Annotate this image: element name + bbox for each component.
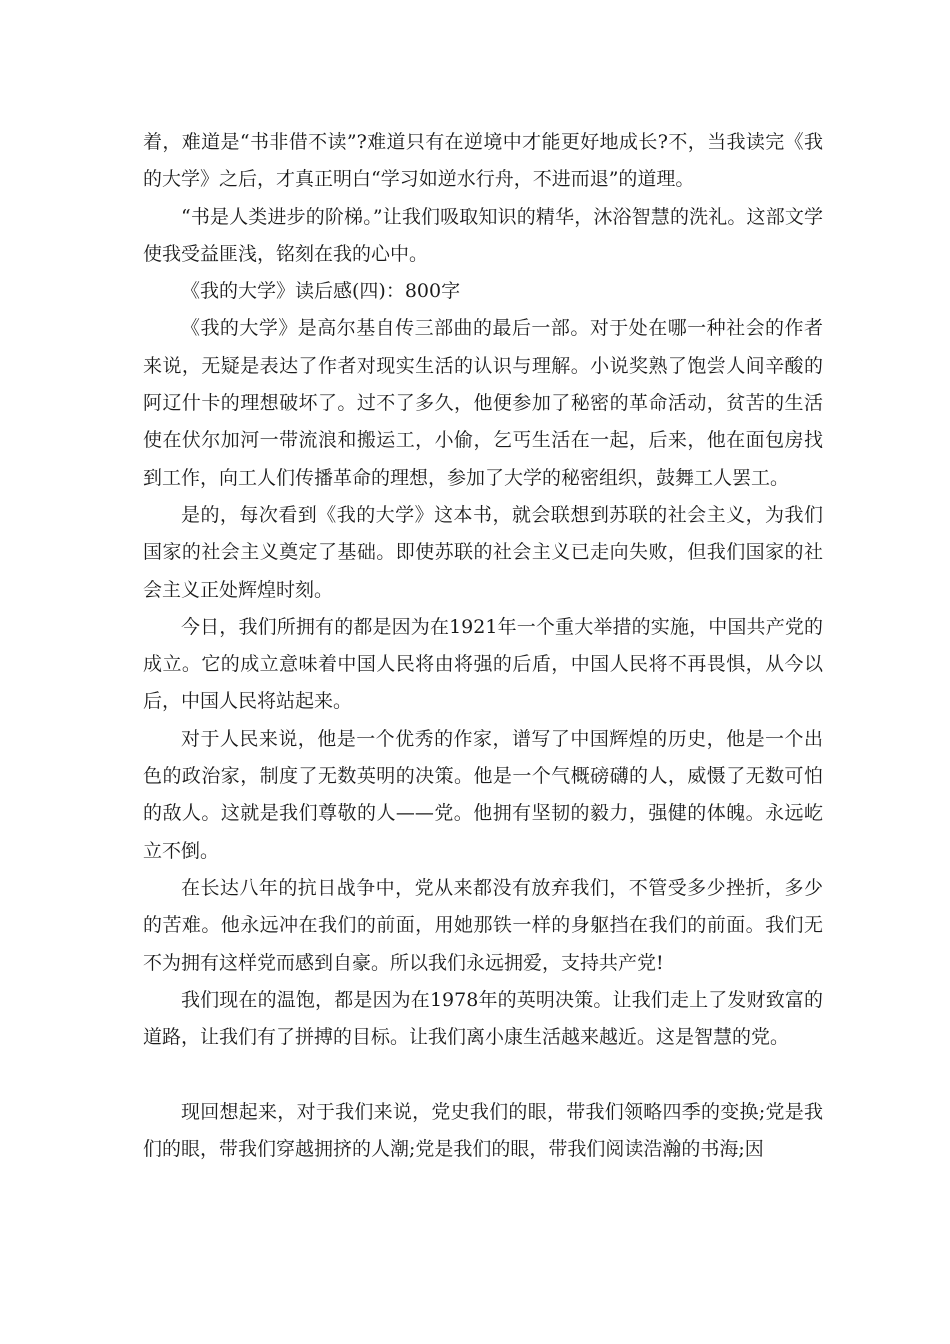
paragraph-8: 在长达八年的抗日战争中，党从来都没有放弃我们，不管受多少挫折，多少的苦难。他永远冲在我们的前面，用她那铁一样的身躯挡在我们的前面。我们无不为拥有这样党而感到自豪。所以我们永远拥爱，支持共产党! [143, 876, 823, 974]
document-body [143, 124, 823, 1168]
section-heading: 《我的大学》读后感(四)：800字 [181, 280, 461, 303]
paragraph-4: 《我的大学》是高尔基自传三部曲的最后一部。对于处在哪一种社会的作者来说，无疑是表达了作者对现实生活的认识与理解。小说奖熟了饱尝人间辛酸的阿辽什卡的理想破坏了。过不了多久，他便参加了秘密的革命活动，贫苦的生活使在伏尔加河一带流浪和搬运工，小偷，乞丐生活在一起，后来，他在面包房找到工作，向工人们传播革命的理想，参加了大学的秘密组织，鼓舞工人罢工。 [143, 317, 823, 489]
paragraph-1: 着，难道是“书非借不读”?难道只有在逆境中才能更好地成长?不，当我读完《我的大学》之后，才真正明白“学习如逆水行舟，不进而退”的道理。 [143, 131, 823, 191]
paragraph-9: 我们现在的温饱，都是因为在1978年的英明决策。让我们走上了发财致富的道路，让我们有了拼搏的目标。让我们离小康生活越来越近。这是智慧的党。 [143, 988, 823, 1049]
paragraph-7: 对于人民来说，他是一个优秀的作家，谱写了中国辉煌的历史，他是一个出色的政治家，制度了无数英明的决策。他是一个气概磅礴的人，威慑了无数可怕的敌人。这就是我们尊敬的人——党。他拥有坚韧的毅力，强健的体魄。永远屹立不倒。 [143, 727, 823, 862]
paragraph-5: 是的，每次看到《我的大学》这本书，就会联想到苏联的社会主义，为我们国家的社会主义奠定了基础。即使苏联的社会主义已走向失败，但我们国家的社会主义正处辉煌时刻。 [143, 503, 823, 601]
paragraph-10: 现回想起来，对于我们来说，党史我们的眼，带我们领略四季的变换;党是我们的眼，带我们穿越拥挤的人潮;党是我们的眼，带我们阅读浩瀚的书海;因 [143, 1100, 823, 1161]
paragraph-6: 今日，我们所拥有的都是因为在1921年一个重大举措的实施，中国共产党的成立。它的成立意味着中国人民将由将强的后盾，中国人民将不再畏惧，从今以后，中国人民将站起来。 [143, 615, 823, 713]
paragraph-2: “书是人类进步的阶梯。”让我们吸取知识的精华，沐浴智慧的洗礼。这部文学使我受益匪浅，铭刻在我的心中。 [143, 205, 823, 265]
paragraph-spacer [143, 1056, 823, 1093]
